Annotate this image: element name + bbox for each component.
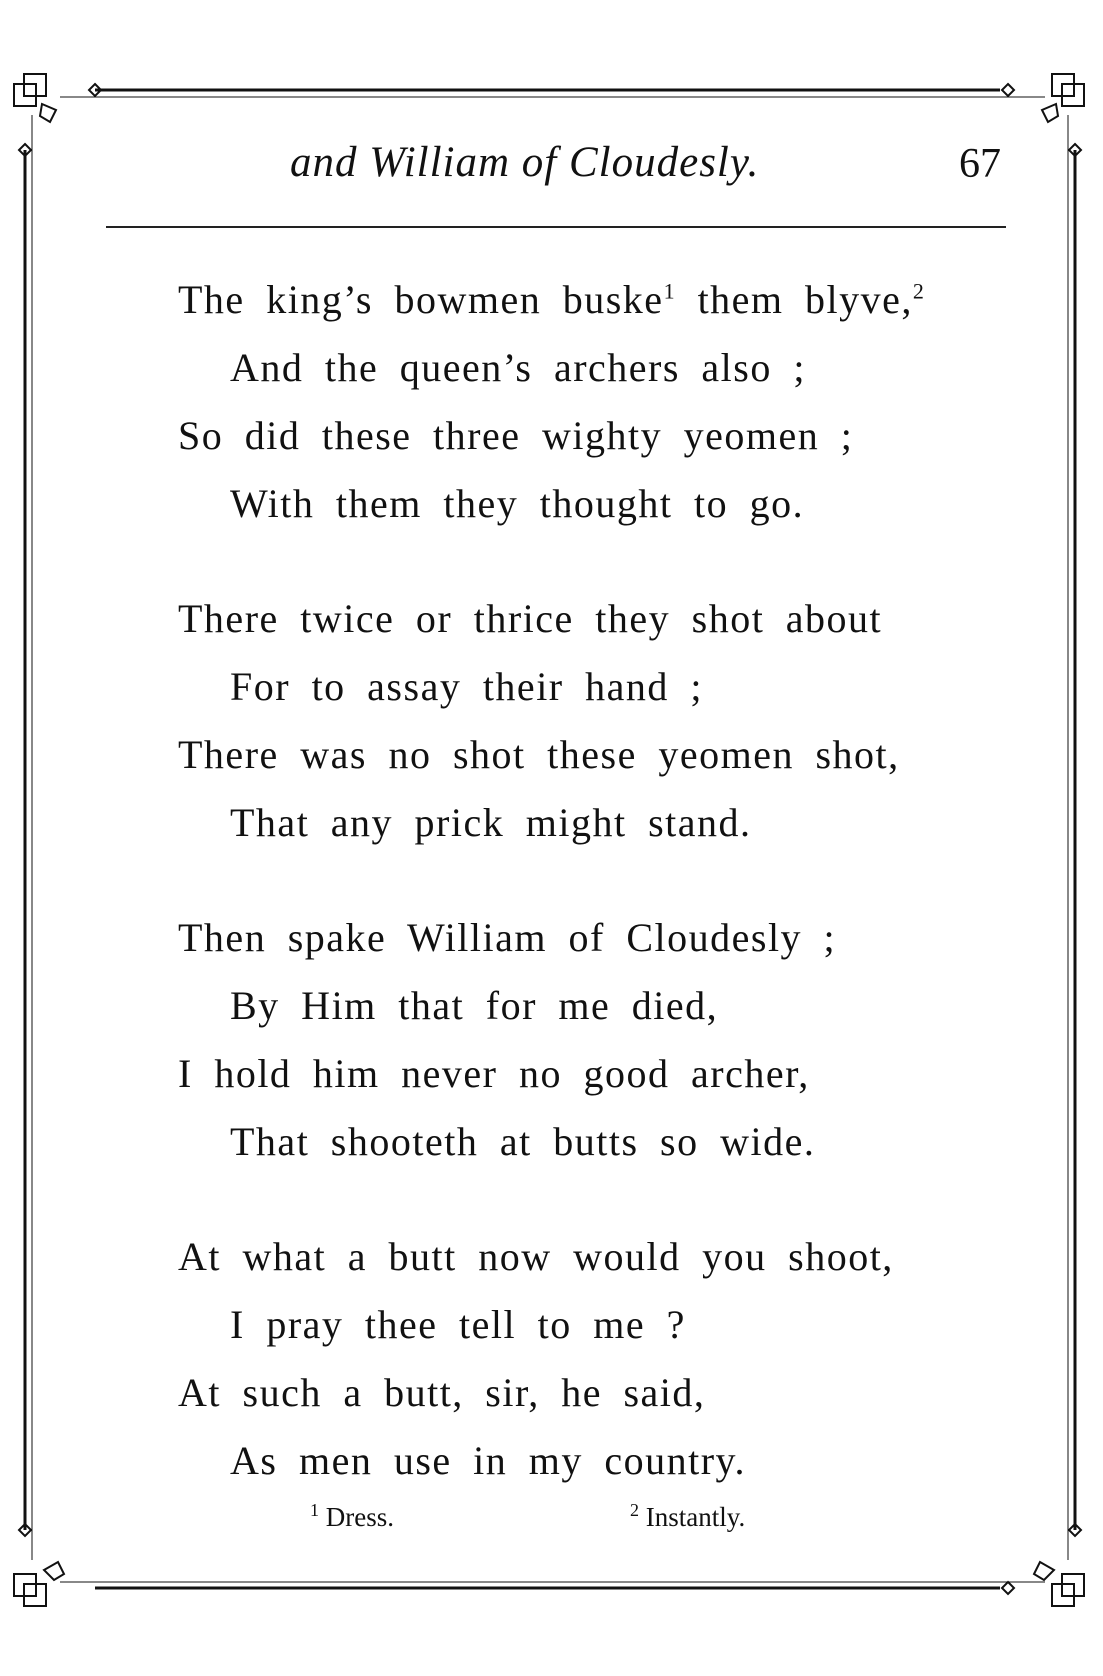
footnote-mark: 2 (630, 1500, 639, 1520)
verse-line: That shooteth at butts so wide. (230, 1119, 816, 1164)
running-title: and William of Cloudesly. (290, 139, 760, 186)
poem-body (178, 266, 998, 1542)
verse-line: By Him that for me died, (230, 983, 719, 1028)
footnote-text: Dress. (325, 1502, 394, 1532)
verse-line: For to assay their hand ; (230, 664, 703, 709)
verse-line: At what a butt now would you shoot, (178, 1234, 894, 1279)
verse-line: I hold him never no good archer, (178, 1051, 810, 1096)
verse-line: And the queen’s archers also ; (230, 345, 806, 390)
footnote-mark: 1 (310, 1500, 319, 1520)
verse-line: That any prick might stand. (230, 800, 752, 845)
footnote-text: Instantly. (645, 1502, 746, 1532)
footnote-ref: 2 (912, 278, 926, 304)
verse-line: As men use in my country. (230, 1438, 746, 1483)
verse-line: Then spake William of Cloudesly ; (178, 915, 837, 960)
footnote (630, 1500, 745, 1533)
verse-line: At such a butt, sir, he said, (178, 1370, 706, 1415)
verse-line: So did these three wighty yeomen ; (178, 413, 854, 458)
verse-text: them blyve, (676, 277, 913, 322)
page-number: 67 (959, 141, 1001, 187)
verse-line: There twice or thrice they shot about (178, 596, 883, 641)
stanza (178, 904, 998, 1176)
verse-line: With them they thought to go. (230, 481, 805, 526)
verse-line: I pray thee tell to me ? (230, 1302, 686, 1347)
stanza (178, 585, 998, 857)
footnote (310, 1500, 394, 1533)
footnote-ref: 1 (663, 278, 677, 304)
stanza (178, 1223, 998, 1495)
verse-text: The king’s bowmen buske (178, 277, 664, 322)
header-rule (106, 226, 1006, 228)
stanza (178, 266, 998, 538)
verse-line: There was no shot these yeomen shot, (178, 732, 900, 777)
verse-line (178, 266, 998, 334)
page-header (100, 138, 1005, 198)
